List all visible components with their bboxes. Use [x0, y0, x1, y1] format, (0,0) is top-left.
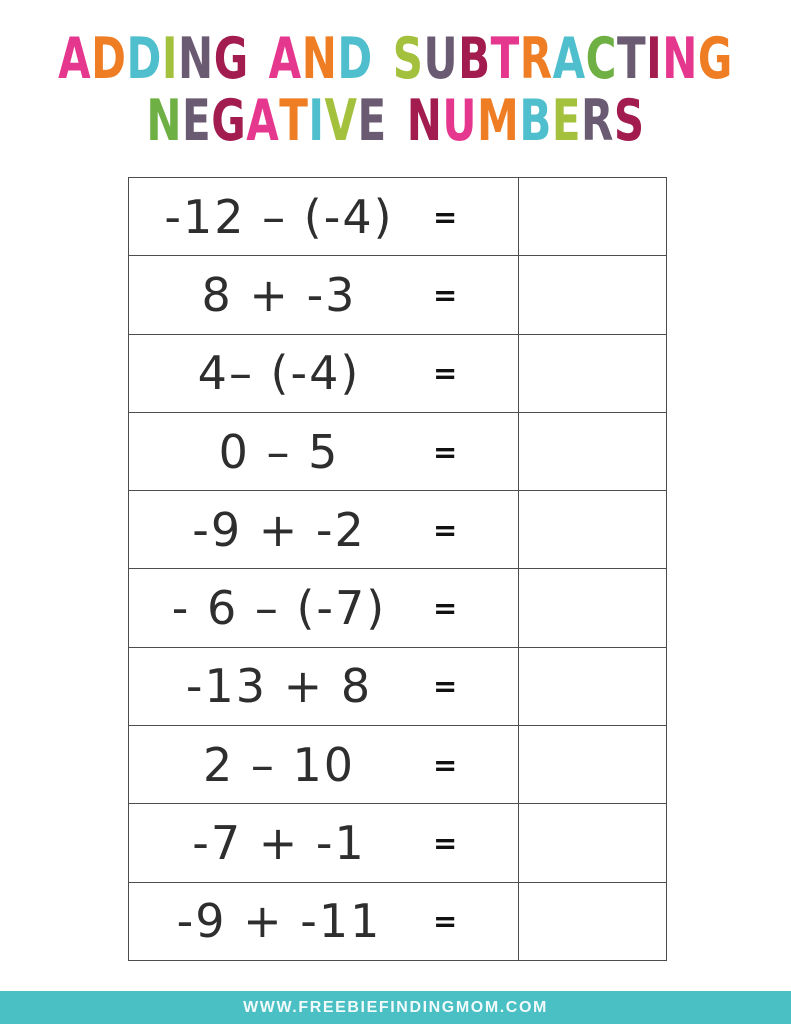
problem-text: 8 + -3	[201, 267, 357, 322]
title-letter: E	[551, 87, 582, 154]
problem-cell	[129, 804, 519, 882]
problem-cell-inner	[129, 491, 518, 568]
problem-row	[129, 647, 667, 725]
title-letter: N	[662, 25, 698, 92]
problem-cell-inner	[129, 883, 518, 960]
problem-cell-inner	[129, 413, 518, 490]
equals-sign: =	[433, 434, 458, 469]
title-letter: T	[616, 25, 647, 92]
problem-text: 2 – 10	[202, 737, 356, 792]
answer-cell[interactable]	[519, 178, 667, 256]
problem-cell	[129, 491, 519, 569]
problem-row	[129, 334, 667, 412]
equals-sign: =	[433, 199, 458, 234]
title-letter: A	[268, 25, 302, 92]
problem-row	[129, 882, 667, 960]
title-letter: G	[213, 25, 249, 92]
worksheet-title	[0, 25, 791, 154]
title-letter: I	[646, 25, 663, 92]
title-letter: I	[161, 25, 179, 92]
title-letter: D	[126, 25, 162, 92]
equals-sign: =	[433, 747, 458, 782]
website-url: WWW.FREEBIEFINDINGMOM.COM	[243, 998, 548, 1016]
problem-row	[129, 256, 667, 334]
title-letter: R	[581, 87, 614, 154]
title-letter: T	[279, 87, 309, 154]
problem-text: -9 + -2	[192, 502, 366, 557]
title-letter: T	[490, 25, 520, 92]
title-letter: I	[308, 87, 325, 154]
title-line-2	[0, 79, 791, 163]
equals-sign: =	[433, 826, 458, 861]
problem-text: 0 – 5	[218, 424, 340, 479]
equals-sign: =	[433, 591, 458, 626]
answer-cell[interactable]	[519, 491, 667, 569]
problem-cell	[129, 256, 519, 334]
answer-cell[interactable]	[519, 804, 667, 882]
problem-text: 4– (-4)	[197, 346, 361, 401]
equals-sign: =	[433, 904, 458, 939]
problem-cell-inner	[129, 726, 518, 803]
equals-sign: =	[433, 356, 458, 391]
title-letter: A	[58, 25, 92, 92]
problem-text: -9 + -11	[176, 894, 382, 949]
problem-row	[129, 569, 667, 647]
problem-text: -7 + -1	[192, 816, 366, 871]
problem-cell	[129, 569, 519, 647]
answer-cell[interactable]	[519, 569, 667, 647]
title-letter: B	[458, 25, 491, 92]
problem-cell	[129, 726, 519, 804]
title-letter: N	[146, 87, 183, 154]
problem-row	[129, 491, 667, 569]
equals-sign: =	[433, 512, 458, 547]
answer-cell[interactable]	[519, 256, 667, 334]
title-letter: S	[613, 87, 645, 154]
title-letter: N	[406, 87, 443, 154]
equals-sign: =	[433, 669, 458, 704]
title-letter: G	[211, 87, 247, 154]
problem-cell	[129, 647, 519, 725]
answer-cell[interactable]	[519, 647, 667, 725]
title-letter: R	[519, 25, 553, 92]
title-letter: D	[337, 25, 373, 92]
answer-cell[interactable]	[519, 334, 667, 412]
title-letter: E	[182, 87, 212, 154]
problem-cell	[129, 334, 519, 412]
title-letter: A	[246, 87, 280, 154]
title-letter: B	[519, 87, 552, 154]
problem-cell	[129, 178, 519, 256]
problem-row	[129, 412, 667, 490]
problem-text: - 6 – (-7)	[171, 581, 387, 636]
problem-cell-inner	[129, 256, 518, 333]
title-letter: N	[178, 25, 214, 92]
title-letter: N	[301, 25, 338, 92]
title-letter: D	[91, 25, 127, 92]
answer-cell[interactable]	[519, 726, 667, 804]
title-letter: M	[477, 87, 520, 154]
problem-text: -12 – (-4)	[164, 189, 394, 244]
title-letter: C	[585, 25, 617, 92]
problem-row	[129, 178, 667, 256]
problem-text: -13 + 8	[185, 659, 373, 714]
title-letter: E	[357, 87, 387, 154]
title-letter: V	[324, 87, 358, 154]
problem-cell-inner	[129, 178, 518, 255]
problem-cell-inner	[129, 335, 518, 412]
problem-cell-inner	[129, 569, 518, 646]
equals-sign: =	[433, 277, 458, 312]
problem-row	[129, 804, 667, 882]
title-letter: A	[552, 25, 586, 92]
title-letter: G	[697, 25, 733, 92]
problem-cell-inner	[129, 804, 518, 881]
title-letter: S	[392, 25, 424, 92]
footer-bar	[0, 991, 791, 1024]
answer-cell[interactable]	[519, 882, 667, 960]
problem-row	[129, 726, 667, 804]
problems-table	[128, 177, 667, 961]
title-letter: U	[442, 87, 478, 154]
problem-cell-inner	[129, 648, 518, 725]
problem-cell	[129, 882, 519, 960]
answer-cell[interactable]	[519, 412, 667, 490]
title-letter: U	[423, 25, 459, 92]
problem-cell	[129, 412, 519, 490]
